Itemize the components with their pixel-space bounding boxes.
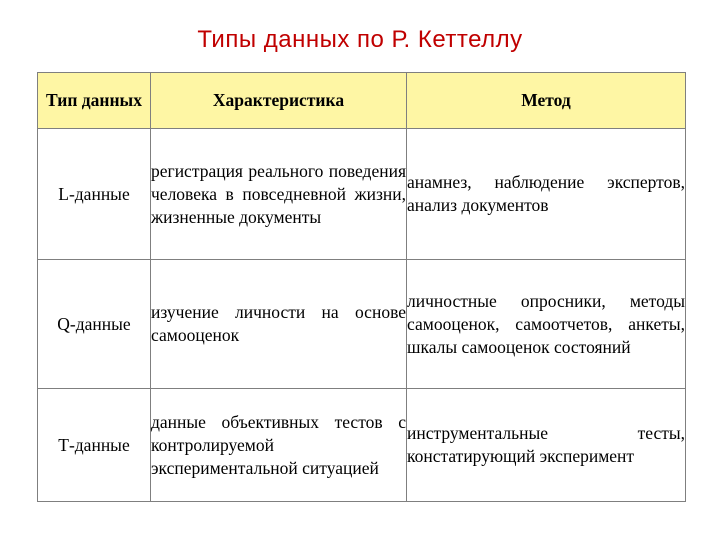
header-characteristic: Характеристика	[151, 73, 407, 129]
cell-type: Т-данные	[38, 389, 151, 502]
cell-characteristic: изучение личности на основе самооценок	[151, 260, 407, 389]
cell-characteristic: данные объективных тестов с контролируемой экспериментальной ситуацией	[151, 389, 407, 502]
data-types-table	[37, 72, 686, 502]
cell-method: инструментальные тесты, констатирующий эксперимент	[407, 389, 686, 502]
cell-type: L-данные	[38, 129, 151, 260]
table-row	[38, 389, 686, 502]
table-row	[38, 129, 686, 260]
cell-type: Q-данные	[38, 260, 151, 389]
header-type: Тип данных	[38, 73, 151, 129]
cell-method: анамнез, наблюдение экспертов, анализ документов	[407, 129, 686, 260]
cell-method: личностные опросники, методы самооценок, самоотчетов, анкеты, шкалы самооценок состояний	[407, 260, 686, 389]
header-method: Метод	[407, 73, 686, 129]
table-header-row	[38, 73, 686, 129]
table-row	[38, 260, 686, 389]
page-title: Типы данных по Р. Кеттеллу	[197, 26, 523, 53]
cell-characteristic: регистрация реального поведения человека в повседневной жизни, жизненные документы	[151, 129, 407, 260]
